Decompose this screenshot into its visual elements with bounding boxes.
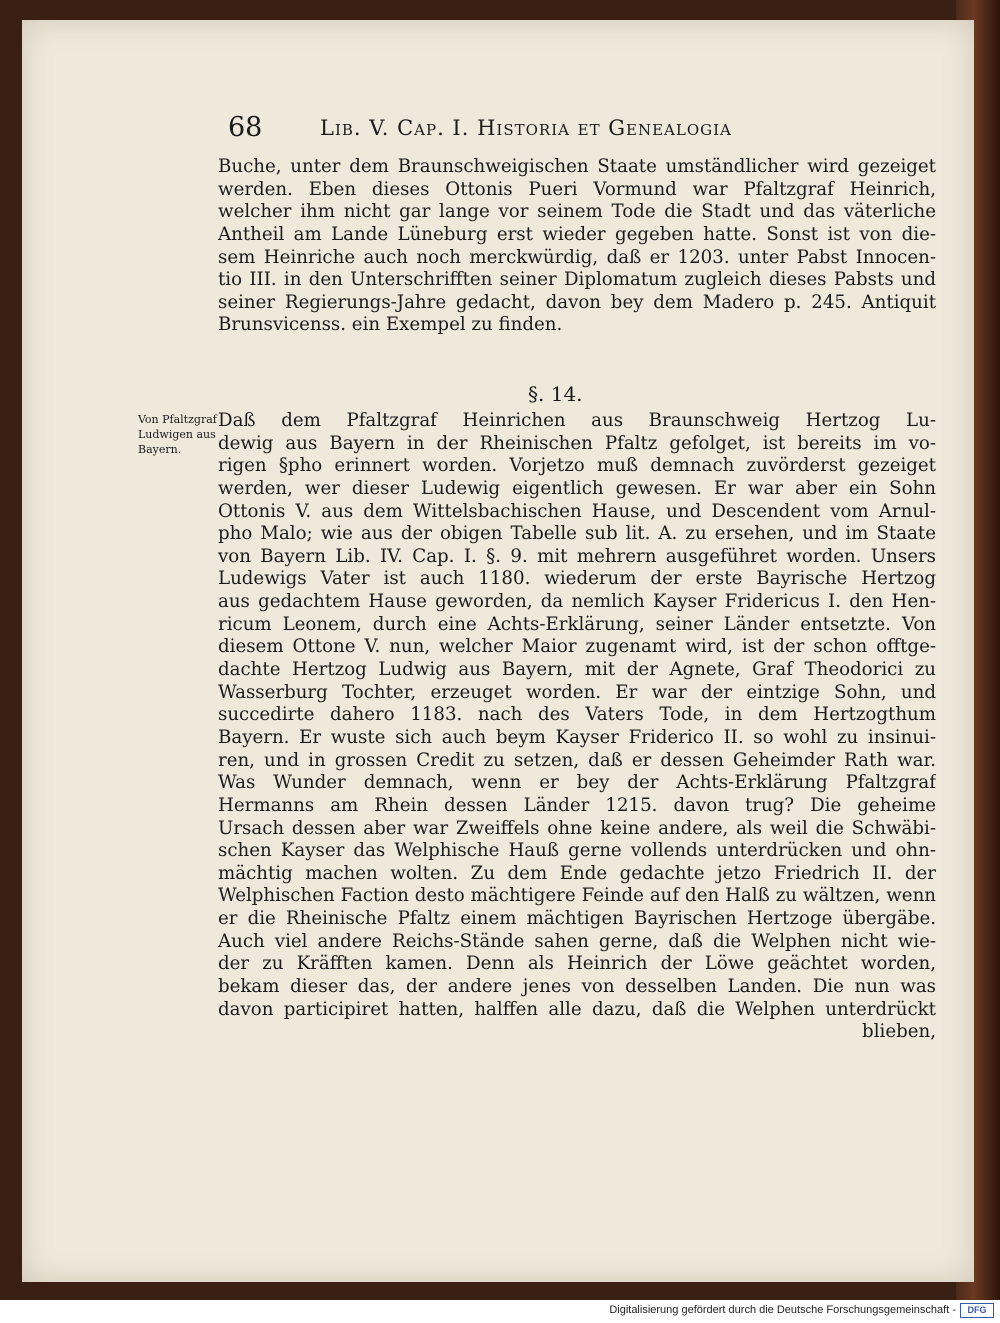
text-line: pho Malo; wie aus der obigen Tabelle sub lit. A. zu ersehen, und im Staate (218, 523, 936, 545)
text-line: davon participiret hatten, halffen alle dazu, daß die Welphen unterdrückt (218, 998, 936, 1020)
footer-bar (0, 1300, 1000, 1323)
text-line: Welphischen Faction desto mächtigere Feinde auf den Halß zu wältzen, wenn (218, 885, 936, 907)
text-line: schen Kayser das Welphische Hauß gerne vollends unterdrücken und ohn- (218, 840, 936, 862)
text-line: Was Wunder demnach, wenn er bey der Achts-Erklärung Pfaltzgraf (218, 772, 936, 794)
text-line: bekam dieser das, der andere jenes von desselben Landen. Die nun was (218, 976, 936, 998)
page-number: 68 (228, 112, 263, 143)
page-header (228, 112, 928, 152)
paragraph-2 (218, 410, 936, 1044)
book-page (22, 20, 974, 1282)
text-line: mächtig machen wolten. Zu dem Ende gedachte jetzo Friedrich II. der (218, 862, 936, 884)
text-line: Antheil am Lande Lüneburg erst wieder gegeben hatte. Sonst ist von die- (218, 223, 936, 245)
catchword: blieben, (862, 1021, 936, 1043)
text-line: Wasserburg Tochter, erzeuget worden. Er war der eintzige Sohn, und (218, 681, 936, 703)
text-line: succedirte dahero 1183. nach des Vaters Tode, in dem Hertzogthum (218, 704, 936, 726)
text-line: diesem Ottone V. nun, welcher Maior zugenamt wird, ist der schon offtge- (218, 636, 936, 658)
text-line: dachte Hertzog Ludwig aus Bayern, mit der Agnete, Graf Theodorici zu (218, 659, 936, 681)
text-line: werden. Eben dieses Ottonis Pueri Vormund war Pfaltzgraf Heinrich, (218, 178, 936, 200)
text-line: sem Heinriche auch noch merckwürdig, daß er 1203. unter Pabst Innocen- (218, 246, 936, 268)
text-line: Ursach dessen aber war Zweiffels ohne keine andere, als weil die Schwäbi- (218, 817, 936, 839)
text-line: dewig aus Bayern in der Rheinischen Pfaltz gefolget, ist bereits im vo- (218, 432, 936, 454)
text-line: werden, wer dieser Ludewig eigentlich gewesen. Er war aber ein Sohn (218, 477, 936, 499)
text-line: ren, und in grossen Credit zu setzen, daß er dessen Geheimder Rath war. (218, 749, 936, 771)
text-line: Daß dem Pfaltzgraf Heinrichen aus Braunschweig Hertzog Lu- (218, 410, 936, 431)
text-line: welcher ihm nicht gar lange vor seinem Tode die Stadt und das väterliche (218, 201, 936, 223)
running-title: Lib. V. Cap. I. Historia et Genealogia (320, 116, 732, 140)
text-line: von Bayern Lib. IV. Cap. I. §. 9. mit mehrern ausgeführet worden. Unsers (218, 545, 936, 567)
text-line: Auch viel andere Reichs-Stände sahen gerne, daß die Welphen nicht wie- (218, 930, 936, 952)
section-heading: §. 14. (528, 382, 583, 406)
marginal-note: Von Pfaltzgraf Ludwigen aus Bayern. (138, 413, 217, 456)
funding-credit: Digitalisierung gefördert durch die Deutsche Forschungsgemeinschaft - (609, 1304, 956, 1316)
text-line: der zu Kräfften kamen. Denn als Heinrich der Löwe geächtet worden, (218, 953, 936, 975)
text-line: ricum Leonem, durch eine Achts-Erklärung, seiner Länder entsetzte. Von (218, 613, 936, 635)
text-line: Ottonis V. aus dem Wittelsbachischen Hause, und Descendent vom Arnul- (218, 500, 936, 522)
text-line: Hermanns am Rhein dessen Länder 1215. davon trug? Die geheime (218, 794, 936, 816)
text-line: tio III. in den Unterschrifften seiner Diplomatum zugleich dieses Pabsts und (218, 269, 936, 291)
text-line: er die Rheinische Pfaltz einem mächtigen Bayrischen Hertzoge übergäbe. (218, 908, 936, 930)
paragraph-1 (218, 156, 936, 337)
text-line: aus gedachtem Hause geworden, da nemlich Kayser Fridericus I. den Hen- (218, 591, 936, 613)
text-line: rigen §pho erinnert worden. Vorjetzo muß demnach zuvörderst gezeiget (218, 455, 936, 477)
text-line: Brunsvicenss. ein Exempel zu finden. (218, 314, 563, 336)
text-line: seiner Regierungs-Jahre gedacht, davon bey dem Madero p. 245. Antiquit (218, 291, 936, 313)
text-line: Buche, unter dem Braunschweigischen Staate umständlicher wird gezeiget (218, 156, 936, 177)
dfg-logo-icon: DFG (960, 1303, 994, 1318)
text-line: Bayern. Er wuste sich auch beym Kayser Friderico II. so wohl zu insinui- (218, 726, 936, 748)
text-line: Ludewigs Vater ist auch 1180. wiederum der erste Bayrische Hertzog (218, 568, 936, 590)
